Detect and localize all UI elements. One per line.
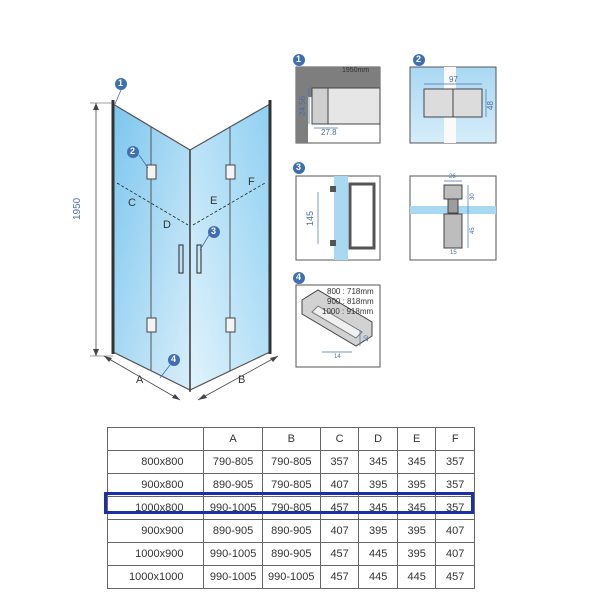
table-cell: 457 <box>320 497 359 520</box>
table-cell: 345 <box>397 451 436 474</box>
detail-2-marker-label: 2 <box>416 54 422 64</box>
table-header: F <box>436 428 475 451</box>
detail-4-line-3: 1000 : 918mm <box>322 307 374 316</box>
table-cell: 800x800 <box>108 451 204 474</box>
table-cell: 457 <box>320 566 359 589</box>
table-cell: 890-905 <box>262 543 320 566</box>
detail-4-line-2: 900 : 818mm <box>327 297 374 306</box>
table-row <box>108 520 475 543</box>
table-cell: 407 <box>436 520 475 543</box>
table-cell: 395 <box>397 474 436 497</box>
table-header: E <box>397 428 436 451</box>
table-cell: 990-1005 <box>204 566 262 589</box>
table-cell: 790-805 <box>262 497 320 520</box>
table-cell: 1000x900 <box>108 543 204 566</box>
label-e: E <box>210 195 218 207</box>
detail-4-bottom-dim: 14 <box>334 354 341 360</box>
detail-3b-bottom-dim: 15 <box>450 250 457 256</box>
table-cell: 457 <box>436 566 475 589</box>
marker-4-label: 4 <box>171 354 177 364</box>
detail-3-side-dim: 145 <box>305 210 315 226</box>
table-cell: 395 <box>359 520 398 543</box>
detail-1-marker-label: 1 <box>296 54 302 64</box>
label-a: A <box>136 374 144 386</box>
highlight-frame <box>104 492 474 514</box>
table-cell: 395 <box>397 520 436 543</box>
table-cell: 345 <box>359 497 398 520</box>
table-header: C <box>320 428 359 451</box>
table-cell: 990-1005 <box>204 543 262 566</box>
marker-1-label: 1 <box>118 78 124 88</box>
detail-3b-top-dim: 26 <box>449 174 456 180</box>
table-cell: 790-805 <box>262 474 320 497</box>
table-cell: 1000x1000 <box>108 566 204 589</box>
detail-3b-side-dim-b: 45 <box>470 227 476 234</box>
detail-3b-graphic <box>410 176 496 260</box>
detail-1-height: 1950mm <box>342 67 370 74</box>
table-cell: 357 <box>320 451 359 474</box>
table-cell: 357 <box>436 451 475 474</box>
table-row <box>108 566 475 589</box>
height-label: 1950 <box>72 197 83 220</box>
table-cell: 1000x800 <box>108 497 204 520</box>
label-c: C <box>128 197 136 209</box>
detail-3-marker-label: 3 <box>296 162 302 172</box>
table-cell: 457 <box>320 543 359 566</box>
table-cell: 345 <box>397 497 436 520</box>
detail-1-side-dim: 24.56 <box>298 95 307 116</box>
table-cell: 407 <box>436 543 475 566</box>
table-cell: 890-905 <box>262 520 320 543</box>
table-header: B <box>262 428 320 451</box>
table-cell: 407 <box>320 474 359 497</box>
table-cell: 345 <box>359 451 398 474</box>
detail-4-line-1: 800 : 718mm <box>327 287 374 296</box>
table-cell: 790-805 <box>204 451 262 474</box>
table-cell: 445 <box>359 543 398 566</box>
detail-3b-side-dim-a: 30 <box>470 193 476 200</box>
table-cell: 900x800 <box>108 474 204 497</box>
marker-3-label: 3 <box>211 226 217 236</box>
table-cell: 445 <box>359 566 398 589</box>
table-cell: 407 <box>320 520 359 543</box>
detail-2-top-dim: 97 <box>449 75 458 84</box>
table-cell: 900x900 <box>108 520 204 543</box>
table-cell: 890-905 <box>204 520 262 543</box>
table-cell: 890-905 <box>204 474 262 497</box>
detail-1-bottom-dim: 27.8 <box>321 128 337 137</box>
label-f: F <box>248 176 255 188</box>
table-cell: 395 <box>397 543 436 566</box>
table-cell: 395 <box>359 474 398 497</box>
detail-4-marker-label: 4 <box>296 272 302 282</box>
table-cell: 445 <box>397 566 436 589</box>
table-header-row <box>108 428 475 451</box>
table-row <box>108 543 475 566</box>
label-d: D <box>163 219 171 231</box>
table-cell: 790-805 <box>262 451 320 474</box>
table-cell: 990-1005 <box>204 497 262 520</box>
table-cell: 357 <box>436 497 475 520</box>
table-header: A <box>204 428 262 451</box>
table-cell: 990-1005 <box>262 566 320 589</box>
table-cell: 357 <box>436 474 475 497</box>
marker-2-label: 2 <box>130 146 136 156</box>
detail-1-graphic <box>296 67 380 143</box>
detail-2-side-dim: 48 <box>486 101 495 110</box>
table-header: D <box>359 428 398 451</box>
table-header <box>108 428 204 451</box>
detail-4-side-dim: 10 <box>364 335 370 342</box>
label-b: B <box>238 374 246 386</box>
table-row <box>108 451 475 474</box>
